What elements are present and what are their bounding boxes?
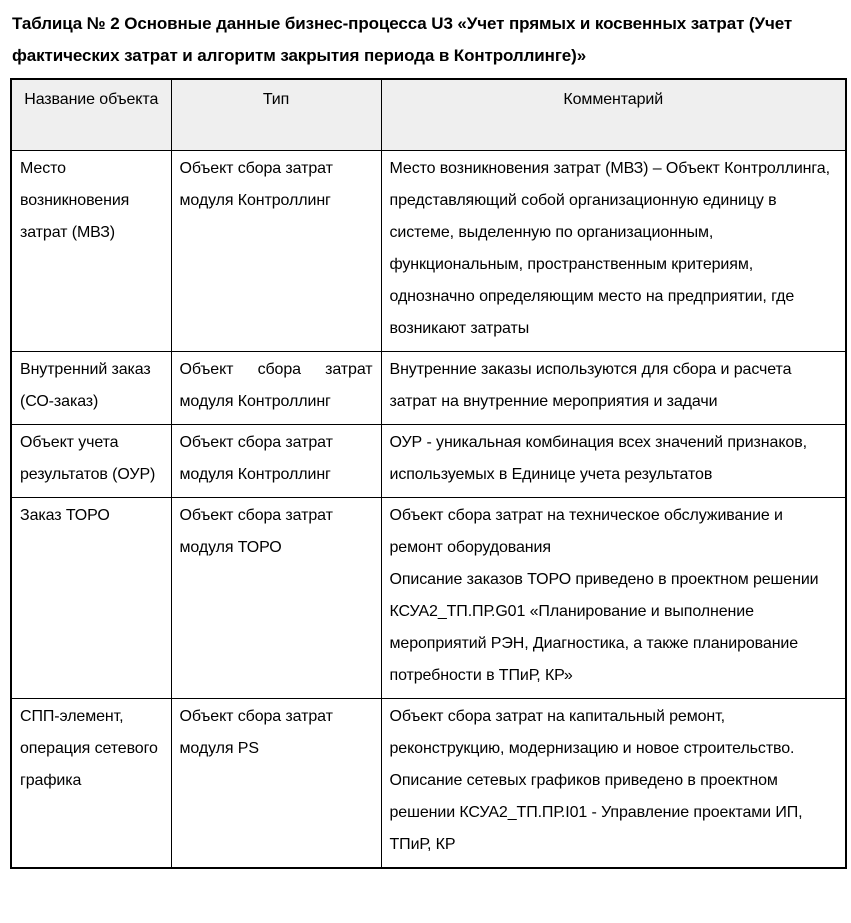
object-type-cell: Объект сбора затрат модуля PS <box>171 699 381 869</box>
business-process-table <box>10 78 847 869</box>
comment-cell <box>381 352 846 425</box>
comment-paragraph: Описание сетевых графиков приведено в проектном решении КСУА2_ТП.ПР.I01 - Управление проектами ИП, ТПиР, КР <box>389 772 803 853</box>
object-type-cell: Объект сбора затрат модуля Контроллинг <box>171 151 381 352</box>
comment-paragraph: Место возникновения затрат (МВЗ) – Объект Контроллинга, представляющий собой организационную единицу в системе, выделенную по организационным, функциональным, пространственным критериям, однозначно определяющим место на предприятии, где возникают затраты <box>389 160 830 337</box>
object-name-cell: СПП-элемент, операция сетевого графика <box>11 699 171 869</box>
table-body <box>11 151 846 869</box>
comment-cell <box>381 151 846 352</box>
object-name-cell: Место возникновения затрат (МВЗ) <box>11 151 171 352</box>
comment-paragraph: Объект сбора затрат на техническое обслуживание и ремонт оборудования <box>389 507 783 556</box>
table-row <box>11 699 846 869</box>
table-caption: Таблица № 2 Основные данные бизнес-процесса U3 «Учет прямых и косвенных затрат (Учет фактических затрат и алгоритм закрытия периода в Контроллинге)» <box>12 14 793 65</box>
comment-paragraph: Объект сбора затрат на капитальный ремонт, реконструкцию, модернизацию и новое строительство. <box>389 708 795 757</box>
object-name-cell: Заказ ТОРО <box>11 498 171 699</box>
object-type-cell: Объект сбора затрат модуля Контроллинг <box>171 425 381 498</box>
table-row <box>11 352 846 425</box>
comment-cell <box>381 699 846 869</box>
column-header-comment: Комментарий <box>381 79 846 151</box>
table-header-row <box>11 79 846 151</box>
object-type-cell: Объект сбора затрат модуля ТОРО <box>171 498 381 699</box>
comment-paragraph: ОУР - уникальная комбинация всех значений признаков, используемых в Единице учета результатов <box>389 434 807 483</box>
table-row <box>11 498 846 699</box>
table-row <box>11 425 846 498</box>
comment-paragraph: Описание заказов ТОРО приведено в проектном решении КСУА2_ТП.ПР.G01 «Планирование и выполнение мероприятий РЭН, Диагностика, а также планирование потребности в ТПиР, КР» <box>389 571 819 684</box>
comment-cell <box>381 498 846 699</box>
table-row <box>11 151 846 352</box>
object-type-cell: Объект сбора затрат модуля Контроллинг <box>171 352 381 425</box>
comment-cell <box>381 425 846 498</box>
object-name-cell: Объект учета результатов (ОУР) <box>11 425 171 498</box>
column-header-type: Тип <box>171 79 381 151</box>
comment-paragraph: Внутренние заказы используются для сбора и расчета затрат на внутренние мероприятия и задачи <box>389 361 792 410</box>
column-header-object-name: Название объекта <box>11 79 171 151</box>
object-name-cell: Внутренний заказ (СО-заказ) <box>11 352 171 425</box>
